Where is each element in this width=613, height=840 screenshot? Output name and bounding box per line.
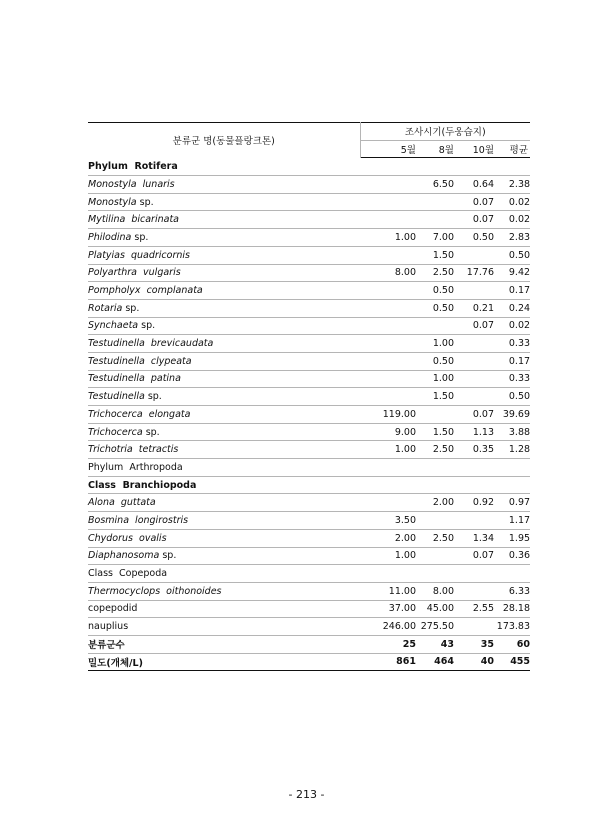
taxon-name-italic: Bosmina longirostris [88,514,189,526]
value-aug: 1.50 [416,423,454,441]
value-may: 11.00 [360,582,416,600]
value-oct [454,158,494,176]
taxon-name [88,370,360,388]
value-oct: 0.92 [454,494,494,512]
taxon-name-plain: Phylum Rotifera [88,160,178,172]
total-avg: 60 [494,635,530,653]
table-row [88,211,530,229]
value-avg: 2.83 [494,229,530,247]
taxon-name-plain: sp. [122,302,140,314]
value-aug [416,193,454,211]
total-avg: 455 [494,653,530,671]
total-aug: 464 [416,653,454,671]
value-avg: 0.33 [494,370,530,388]
value-oct [454,618,494,636]
value-may: 1.00 [360,441,416,459]
table-row [88,158,530,176]
value-aug [416,512,454,530]
taxon-name-italic: Platyias quadricornis [88,249,190,261]
taxon-name-plain: Phylum Arthropoda [88,461,183,473]
value-avg: 0.33 [494,335,530,353]
value-aug [416,565,454,583]
value-aug: 0.50 [416,352,454,370]
value-aug: 0.50 [416,282,454,300]
table-row [88,565,530,583]
value-may [360,370,416,388]
taxon-name [88,423,360,441]
value-aug: 1.00 [416,335,454,353]
value-oct [454,246,494,264]
value-aug: 6.50 [416,176,454,194]
taxon-name-italic: Thermocyclops oithonoides [88,585,222,597]
taxon-name [88,352,360,370]
value-oct [454,370,494,388]
taxon-name [88,565,360,583]
taxon-name [88,529,360,547]
value-avg [494,459,530,477]
value-may: 3.50 [360,512,416,530]
total-may: 861 [360,653,416,671]
value-avg: 2.38 [494,176,530,194]
table-row [88,582,530,600]
value-aug: 8.00 [416,582,454,600]
table-row [88,441,530,459]
value-aug: 7.00 [416,229,454,247]
value-may: 119.00 [360,406,416,424]
value-oct [454,582,494,600]
table-row [88,176,530,194]
taxon-name-italic: Pompholyx complanata [88,285,203,297]
value-may [360,494,416,512]
value-aug [416,459,454,477]
taxon-name [88,282,360,300]
value-avg [494,476,530,494]
value-avg: 0.97 [494,494,530,512]
taxon-name-plain: sp. [159,550,177,562]
value-oct: 0.64 [454,176,494,194]
taxon-name [88,494,360,512]
table-row [88,352,530,370]
value-oct [454,512,494,530]
taxon-name-italic: Diaphanosoma [88,550,160,562]
value-aug: 1.50 [416,246,454,264]
taxon-name-plain: nauplius [88,621,129,633]
table-row [88,264,530,282]
value-may [360,335,416,353]
value-oct [454,335,494,353]
total-label: 밀도(개체/L) [88,653,360,671]
taxon-name-italic: Philodina [88,231,132,243]
page-number: - 213 - [288,788,325,801]
table-row [88,299,530,317]
value-avg: 1.95 [494,529,530,547]
taxon-name-plain: sp. [144,391,162,403]
value-aug: 275.50 [416,618,454,636]
taxon-name-italic: Testudinella clypeata [88,355,192,367]
value-may: 1.00 [360,229,416,247]
table-row [88,229,530,247]
taxon-name [88,406,360,424]
value-avg: 173.83 [494,618,530,636]
table-row [88,423,530,441]
value-avg: 0.02 [494,193,530,211]
taxon-name-plain: sp. [136,196,154,208]
value-aug [416,317,454,335]
taxon-name [88,211,360,229]
taxon-name [88,246,360,264]
value-may [360,193,416,211]
value-oct: 17.76 [454,264,494,282]
value-may: 2.00 [360,529,416,547]
total-oct: 40 [454,653,494,671]
table-row [88,512,530,530]
value-may [360,299,416,317]
value-aug: 2.50 [416,529,454,547]
value-may [360,211,416,229]
taxon-name-italic: Chydorus ovalis [88,532,167,544]
value-may [360,158,416,176]
taxon-name [88,547,360,565]
value-oct: 0.21 [454,299,494,317]
table-row [88,282,530,300]
value-oct [454,282,494,300]
value-oct: 0.50 [454,229,494,247]
table-body [88,158,530,671]
table-row [88,618,530,636]
value-aug: 2.50 [416,264,454,282]
table-row [88,335,530,353]
value-oct: 0.07 [454,406,494,424]
value-avg: 0.02 [494,317,530,335]
value-may [360,352,416,370]
value-may: 9.00 [360,423,416,441]
taxon-name-plain: Class Branchiopoda [88,479,197,491]
value-may [360,246,416,264]
value-avg: 9.42 [494,264,530,282]
taxon-name-italic: Monostyla lunaris [88,178,175,190]
value-aug: 0.50 [416,299,454,317]
value-aug: 2.00 [416,494,454,512]
taxon-name [88,229,360,247]
taxon-name [88,264,360,282]
taxon-name [88,176,360,194]
taxon-name [88,193,360,211]
table-row [88,193,530,211]
value-may [360,565,416,583]
value-aug: 1.50 [416,388,454,406]
value-avg: 0.02 [494,211,530,229]
value-avg [494,158,530,176]
value-avg: 28.18 [494,600,530,618]
value-may [360,388,416,406]
value-aug [416,547,454,565]
taxon-name [88,476,360,494]
value-aug: 1.00 [416,370,454,388]
value-may [360,282,416,300]
table-row [88,547,530,565]
total-may: 25 [360,635,416,653]
value-may [360,476,416,494]
value-avg: 0.50 [494,388,530,406]
value-may [360,459,416,477]
taxon-name [88,388,360,406]
value-oct: 0.07 [454,547,494,565]
value-oct [454,565,494,583]
table-row [88,529,530,547]
value-aug: 2.50 [416,441,454,459]
taxon-name-italic: Alona guttata [88,497,156,509]
taxon-name-plain: sp. [131,231,149,243]
taxon-name-italic: Trichocerca elongata [88,408,191,420]
taxon-name-plain: sp. [138,320,156,332]
taxon-name [88,335,360,353]
table-row [88,459,530,477]
taxon-name-italic: Rotaria [88,302,123,314]
taxon-name-plain: copepodid [88,603,138,615]
value-avg: 1.17 [494,512,530,530]
taxon-name [88,600,360,618]
total-label: 분류군수 [88,635,360,653]
total-aug: 43 [416,635,454,653]
taxon-name [88,317,360,335]
total-row [88,635,530,653]
total-oct: 35 [454,635,494,653]
value-may: 1.00 [360,547,416,565]
table-row [88,600,530,618]
taxon-name [88,441,360,459]
table-row [88,494,530,512]
col-header-oct: 10월 [454,140,494,158]
taxon-name-italic: Testudinella [88,391,145,403]
value-aug: 45.00 [416,600,454,618]
taxon-name [88,582,360,600]
table-row [88,406,530,424]
total-row [88,653,530,671]
col-header-avg: 평균 [494,140,530,158]
table-row [88,246,530,264]
taxon-name-italic: Polyarthra vulgaris [88,267,181,279]
value-oct: 1.34 [454,529,494,547]
survey-period-header: 조사시기(두웅습지) [360,123,530,141]
table-row [88,476,530,494]
value-oct: 2.55 [454,600,494,618]
value-avg: 0.17 [494,282,530,300]
taxon-name [88,459,360,477]
value-avg: 0.50 [494,246,530,264]
value-avg [494,565,530,583]
value-oct: 0.07 [454,317,494,335]
col-header-aug: 8월 [416,140,454,158]
taxon-column-header: 분류군 명(동물플랑크톤) [88,123,360,158]
taxon-name [88,512,360,530]
value-avg: 0.17 [494,352,530,370]
taxon-name [88,299,360,317]
value-may: 8.00 [360,264,416,282]
value-avg: 0.36 [494,547,530,565]
value-oct [454,459,494,477]
zooplankton-table [88,122,530,671]
table-row [88,317,530,335]
taxon-name-plain: Class Copepoda [88,568,168,580]
col-header-may: 5월 [360,140,416,158]
taxon-name [88,618,360,636]
table-row [88,370,530,388]
value-aug [416,476,454,494]
taxon-name-italic: Synchaeta [88,320,139,332]
taxon-name-italic: Testudinella patina [88,373,181,385]
taxon-name-plain: sp. [142,426,160,438]
value-avg: 1.28 [494,441,530,459]
taxon-name-italic: Trichocerca [88,426,143,438]
value-oct: 0.07 [454,211,494,229]
taxon-name-italic: Testudinella brevicaudata [88,338,214,350]
value-may [360,176,416,194]
value-avg: 0.24 [494,299,530,317]
value-avg: 39.69 [494,406,530,424]
taxon-name-italic: Trichotria tetractis [88,444,179,456]
value-may [360,317,416,335]
table-row [88,388,530,406]
value-oct: 1.13 [454,423,494,441]
value-oct [454,476,494,494]
taxon-name-italic: Monostyla [88,196,137,208]
value-avg: 3.88 [494,423,530,441]
value-may: 246.00 [360,618,416,636]
value-oct [454,388,494,406]
value-oct: 0.07 [454,193,494,211]
value-oct [454,352,494,370]
value-aug [416,211,454,229]
taxon-name-italic: Mytilina bicarinata [88,214,179,226]
value-may: 37.00 [360,600,416,618]
value-avg: 6.33 [494,582,530,600]
value-aug [416,158,454,176]
value-oct: 0.35 [454,441,494,459]
taxon-name [88,158,360,176]
value-aug [416,406,454,424]
